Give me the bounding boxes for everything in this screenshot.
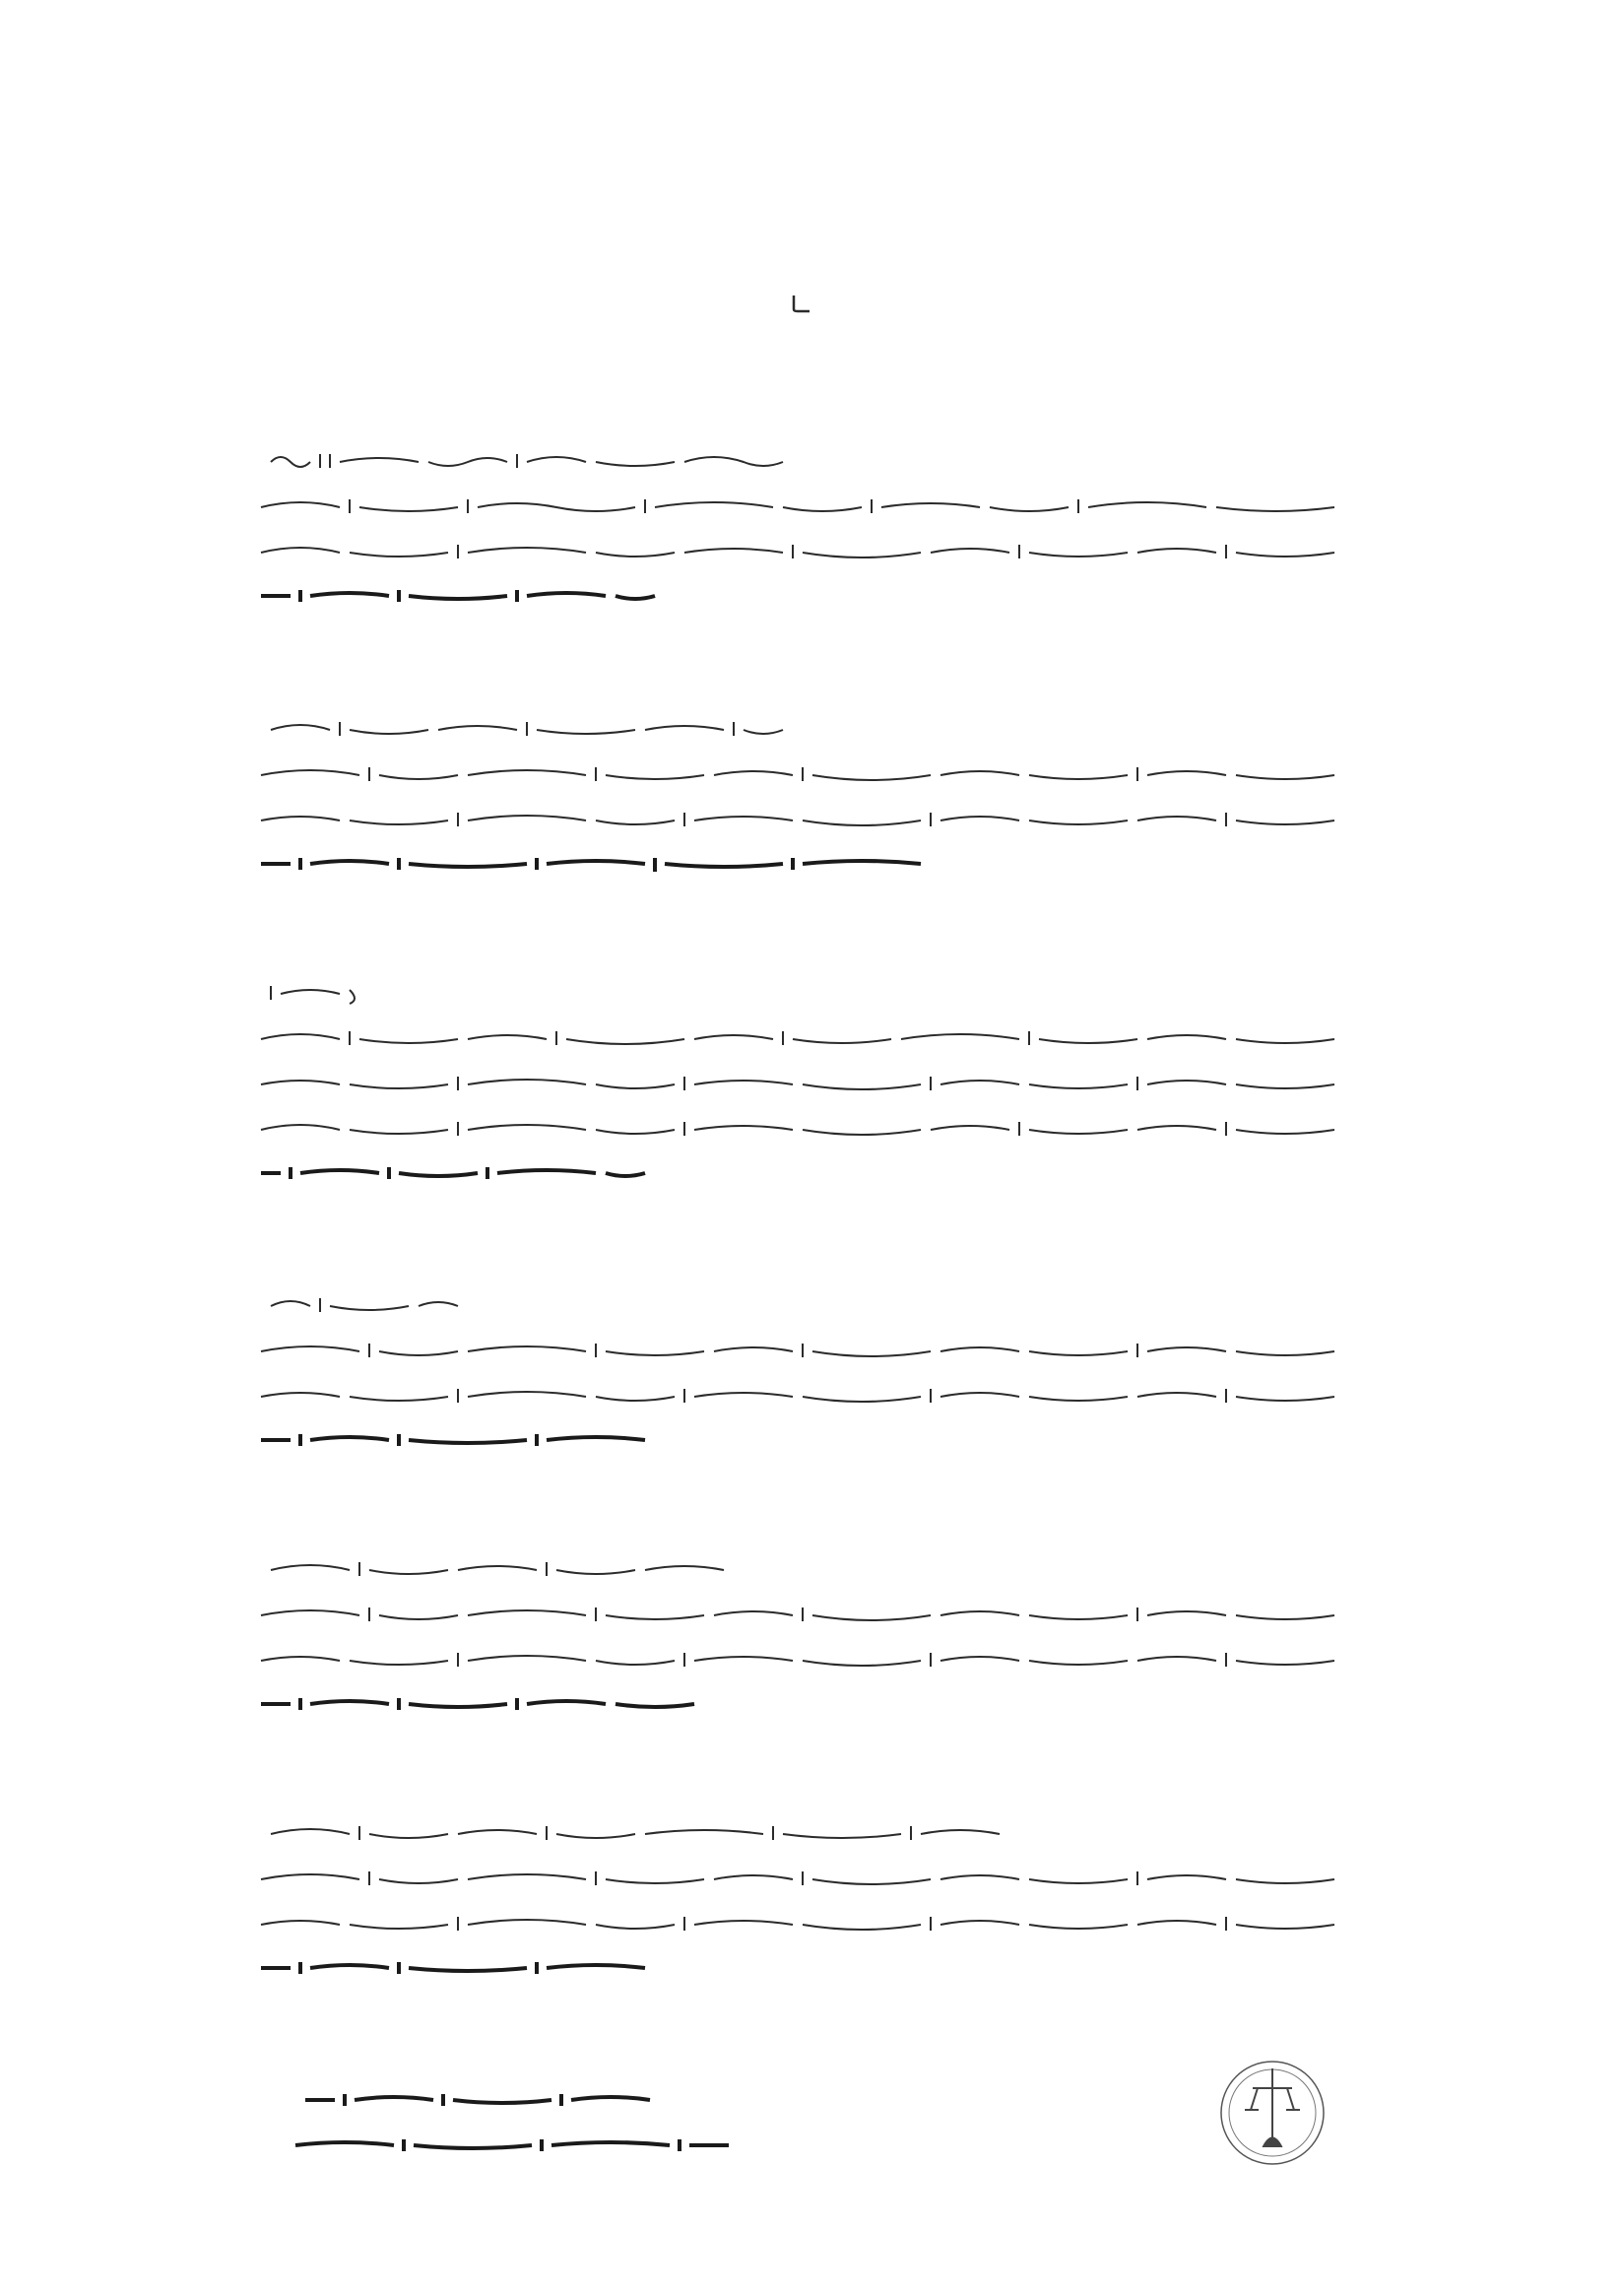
entry-4 [251, 1292, 1354, 1470]
entry-body [251, 1116, 1354, 1142]
entry-5 [251, 1556, 1354, 1734]
signature-line [286, 2088, 739, 2112]
entry-1 [251, 448, 1354, 625]
entry-body [251, 1025, 1354, 1051]
circular-seal-icon [1213, 2039, 1331, 2187]
entry-reference [251, 1428, 1354, 1450]
entry-body [251, 807, 1354, 832]
entry-body [251, 493, 1354, 519]
entry-reference [251, 852, 1354, 874]
page-number [788, 292, 815, 315]
entry-reference [251, 1161, 1354, 1183]
entry-reference [251, 584, 1354, 606]
entry-body [251, 1338, 1354, 1363]
entry-reference [251, 1692, 1354, 1714]
signature-block [286, 2088, 739, 2179]
entry-body [251, 539, 1354, 564]
entry-body [251, 761, 1354, 787]
entry-heading [251, 1820, 1354, 1846]
entry-3 [251, 980, 1354, 1203]
entry-heading [251, 980, 1354, 1006]
signature-line [286, 2133, 739, 2157]
entry-heading [251, 448, 1354, 474]
entry-heading [251, 716, 1354, 742]
entry-body [251, 1911, 1354, 1936]
entry-6 [251, 1820, 1354, 1998]
entry-2 [251, 716, 1354, 893]
entry-heading [251, 1556, 1354, 1582]
entry-reference [251, 1956, 1354, 1978]
entry-heading [251, 1292, 1354, 1318]
entry-body [251, 1866, 1354, 1891]
entry-body [251, 1071, 1354, 1096]
entry-body [251, 1647, 1354, 1673]
entry-body [251, 1383, 1354, 1409]
entry-body [251, 1602, 1354, 1627]
